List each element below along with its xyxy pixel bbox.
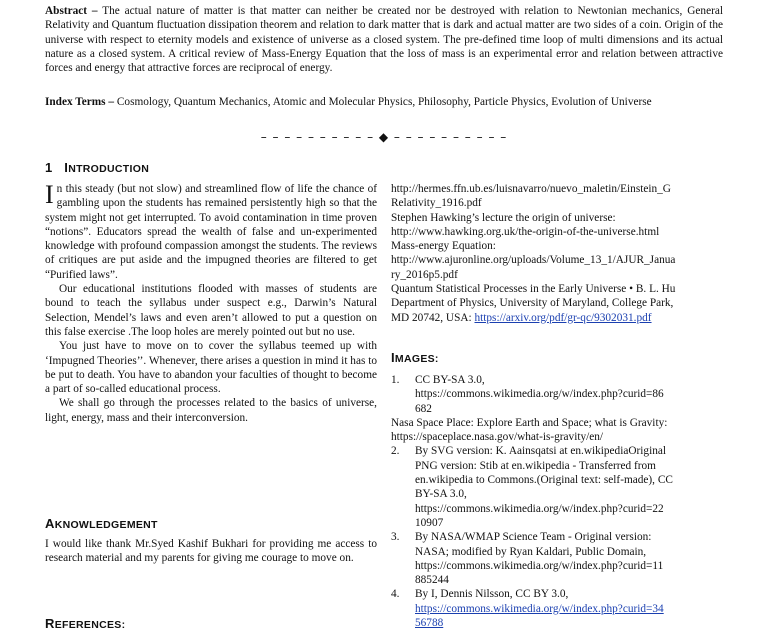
credit-line: https://spaceplace.nasa.gov/what-is-gravity/en/ <box>391 431 604 444</box>
intro-paragraph-4: We shall go through the processes related to the basics of universe, light, energy, mass and their interconversion. <box>45 397 377 424</box>
reference-line: http://www.ajuronline.org/uploads/Volume_13_1/AJUR_Janua <box>391 254 676 267</box>
intro-paragraph-2: Our educational institutions flooded with masses of students are bound to teach the syllabus under suspect e.g., Darwin’s Natural Selection, Mendel’s laws and even aren’t allowed to put a question on this false exercise .The loop holes are merely pointed out but no use. <box>45 283 377 338</box>
credit-line: CC BY-SA 3.0, <box>415 374 485 386</box>
item-number: 3. <box>391 531 400 544</box>
nasa-credit <box>391 416 723 445</box>
credit-line: https://commons.wikimedia.org/w/index.php?curid=22 <box>415 502 664 515</box>
ack-heading <box>45 516 158 531</box>
ack-text: I would like thank Mr.Syed Kashif Bukhari for providing me access to research material and my parents for giving me courage to move on. <box>45 538 377 565</box>
abstract-label: Abstract – <box>45 5 98 17</box>
references-title-rest: EFERENCES: <box>54 619 126 631</box>
credit-line: BY-SA 3.0, <box>415 488 467 501</box>
reference-line: Quantum Statistical Processes in the Early Universe • B. L. Hu <box>391 283 676 296</box>
images-list <box>391 373 723 630</box>
intro-body <box>45 182 377 425</box>
credit-line: 885244 <box>415 574 449 587</box>
references-list <box>391 182 723 325</box>
intro-paragraph-1 <box>45 182 377 282</box>
section-divider: – – – – – – – – – – ◆ – – – – – – – – – – <box>260 130 508 144</box>
reference-line: Mass-energy Equation: <box>391 240 496 253</box>
references-title-cap: R <box>45 616 55 631</box>
arxiv-link[interactable]: https://arxiv.org/pdf/gr-qc/9302031.pdf <box>474 311 652 324</box>
reference-line: http://hermes.ffn.ub.es/luisnavarro/nuevo_maletin/Einstein_G <box>391 183 671 195</box>
image-credit-item <box>391 444 723 530</box>
reference-line: Department of Physics, University of Maryland, College Park, <box>391 297 674 310</box>
ack-title-cap: A <box>45 516 55 531</box>
credit-line: By NASA/WMAP Science Team - Original version: <box>415 531 652 544</box>
intro-paragraph-3: You just have to move on to cover the syllabus teemed up with ‘Impugned Theories’’. Whenever, there arises a question in mind it has to be put to death. You have to abandon your faculties of thought to become a part of so-called educational process. <box>45 340 377 396</box>
intro-title-rest: NTRODUCTION <box>68 163 150 175</box>
abstract <box>45 4 723 75</box>
intro-title-cap: I <box>64 160 69 175</box>
credit-line: https://commons.wikimedia.org/w/index.php?curid=11 <box>415 559 664 572</box>
credit-line: 10907 <box>415 516 444 529</box>
index-terms-label: Index Terms – <box>45 96 115 108</box>
reference-line: ry_2016p5.pdf <box>391 268 458 281</box>
item-number: 2. <box>391 445 400 458</box>
credit-line: NASA; modified by Ryan Kaldari, Public Domain, <box>415 545 647 558</box>
reference-line: Stephen Hawking’s lecture the origin of universe: <box>391 211 616 224</box>
reference-line: http://www.hawking.org.uk/the-origin-of-the-universe.html <box>391 225 660 238</box>
credit-line: Nasa Space Place: Explore Earth and Space; what is Gravity: <box>391 416 668 429</box>
item-number: 1. <box>391 374 400 386</box>
image-credit-item <box>391 373 723 416</box>
credit-line: 682 <box>415 402 432 415</box>
wikimedia-link-cont[interactable]: 56788 <box>415 617 444 630</box>
intro-p1-text: n this steady (but not slow) and streamlined flow of life the chance of gambling upon the students has remained persistently high so that the system might not get interrupted. To avoid contamination in time proven “notions”. Educators spread the wealth of false and un-experimented knowledge with profound compassion amongst the students. The reviews of critiques are put aside and the impugned theories are filtered to get “Purified laws”. <box>45 183 377 281</box>
dropcap: I <box>45 180 54 209</box>
intro-heading <box>45 160 149 175</box>
image-credit-item <box>391 587 723 630</box>
index-terms-text: Cosmology, Quantum Mechanics, Atomic and Molecular Physics, Philosophy, Particle Physics, Evolution of Universe <box>114 96 652 108</box>
item-number: 4. <box>391 588 400 601</box>
images-heading <box>391 350 439 365</box>
credit-line: PNG version: Stib at en.wikipedia - Transferred from <box>415 459 656 472</box>
ack-title-rest: KNOWLEDGEMENT <box>54 519 158 531</box>
credit-line: https://commons.wikimedia.org/w/index.php?curid=86 <box>415 388 664 401</box>
index-terms <box>45 95 723 109</box>
image-credit-item <box>391 530 723 587</box>
credit-line: By I, Dennis Nilsson, CC BY 3.0, <box>415 588 569 601</box>
images-title-cap: I <box>391 350 395 365</box>
credit-line: By SVG version: K. Aainsqatsi at en.wikipediaOriginal <box>415 445 667 458</box>
reference-prefix: MD 20742, USA: <box>391 311 475 324</box>
reference-line: Relativity_1916.pdf <box>391 197 482 210</box>
images-title-rest: MAGES: <box>394 353 439 365</box>
references-heading <box>45 616 125 631</box>
credit-line: en.wikipedia to Commons.(Original text: self-made), CC <box>415 474 673 487</box>
wikimedia-link[interactable]: https://commons.wikimedia.org/w/index.php?curid=34 <box>415 602 664 615</box>
intro-number: 1 <box>45 160 53 175</box>
abstract-text: The actual nature of matter is that matter can neither be created nor be destroyed with relation to Newtonian mechanics, General Relativity and Quantum fluctuation dissipation theorem and relation to dark matter that is dark and actual matter are two sides of a coin. Origin of the universe with respect to eternity models and existence of universe as a closed system. The pre-defined time loop of multi dimensions and its actual nature as a closed system. A critical review of Mass-Energy Equation that the loss of mass is an experimental error and relation between attractive forces and energy that attractive forces are reciprocal of energy. <box>45 5 723 75</box>
reference-line-last <box>391 311 723 325</box>
